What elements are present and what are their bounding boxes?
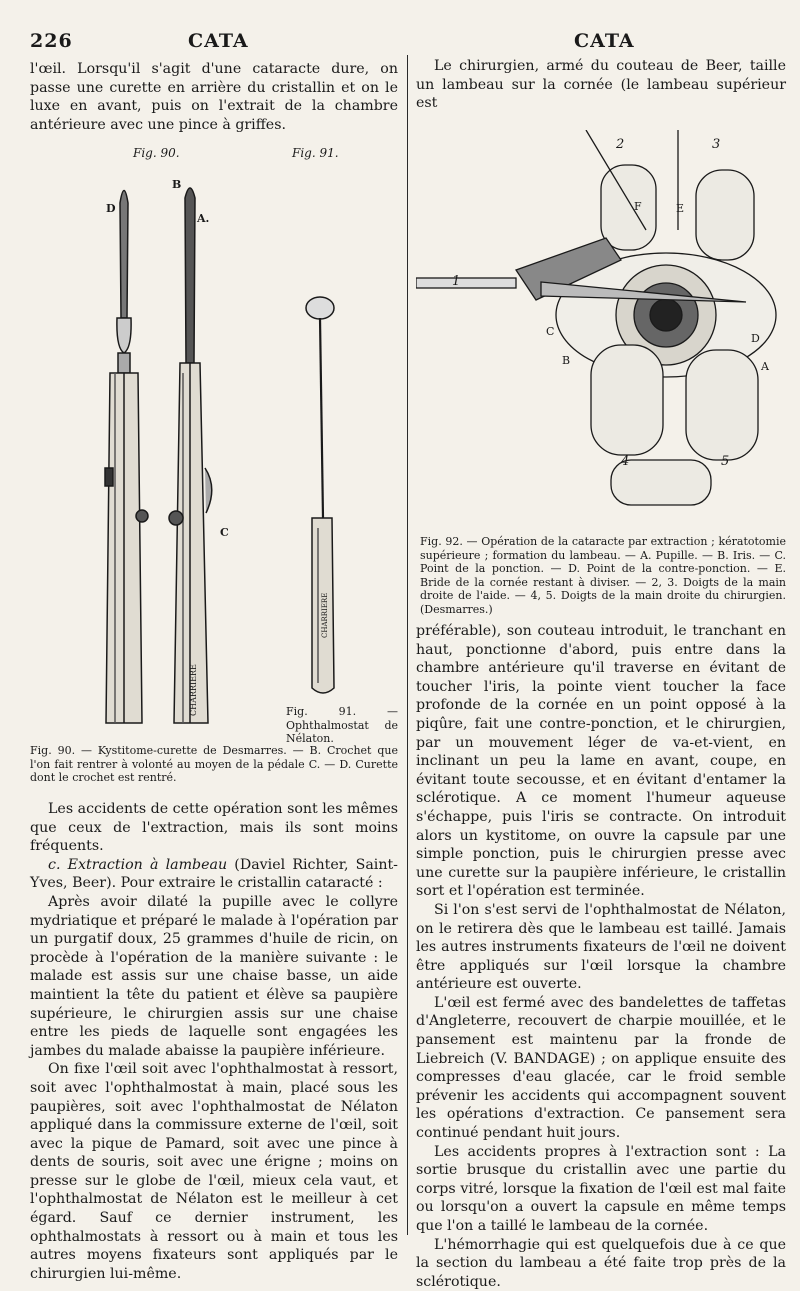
right-top-paragraph [416,57,786,113]
paragraph: Si l'on s'est servi de l'ophthalmostat de Nélaton, on le retirera dès que le lambeau est taillé. Jamais les autres instruments fixateurs de l'œil ne doivent être appliqués sur l'œil lorsque la chambre antérieure est ouverte. [416,901,786,993]
left-body-text [30,800,398,1283]
maker-stamp-1: CHARRIERE [189,664,198,716]
paragraph-text: (Daviel Richter, Saint-Yves, Beer). Pour extraire le cristallin cataracté : [30,856,398,892]
label-d: D [751,332,760,345]
eye-operation-illustration [416,130,788,530]
label-c: C [546,325,555,338]
left-top-paragraph [30,60,398,134]
paragraph: L'hémorrhagie qui est quelquefois due à ce que la section du lambeau a été faite trop près de la sclérotique. [416,1236,786,1290]
paragraph: Les accidents propres à l'extraction sont : La sortie brusque du cristallin avec une partie du corps vitré, lorsque la fixation de l'œil est mal faite ou lorsqu'on a ouvert la capsule en même temps que l'on a taillé le lambeau de la cornée. [416,1143,786,1234]
maker-stamp-2: CHARRIERE [321,592,329,638]
surgical-instruments-illustration [80,168,380,748]
fig90-label: Fig. 90. [133,146,180,160]
right-running-title: CATA [574,30,635,52]
column-divider [407,55,408,1235]
paragraph: Après avoir dilaté la pupille avec le collyre mydriatique et préparé le malade à l'opération par un purgatif doux, 25 grammes d'huile de ricin, on procède à l'opération de la manière suivante : le malade est assis sur une chaise basse, un aide maintient la tête du patient et élève sa paupière supérieure, le chirurgien assis sur une chaise entre les pieds de laquelle sont engagées les jambes du malade abaisse la paupière inférieure. [30,893,398,1059]
label-b: B [562,354,571,367]
label-a: A [761,360,769,373]
label-e: E [676,202,685,215]
paragraph: l'œil. Lorsqu'il s'agit d'une cataracte dure, on passe une curette en arrière du cristallin et on le luxe en avant, puis on l'extrait de la chambre antérieure avec une pince à griffes. [30,61,398,133]
paragraph: préférable), son couteau introduit, le tranchant en haut, ponctionne d'abord, puis entre dans la chambre antérieure qu'il traverse en évitant de toucher l'iris, la pointe vient toucher la face profonde de la cornée en un point opposé à la piqûre, fait une contre-ponction, et le chirurgien, par un mouvement léger de va-et-vient, en inclinant un peu la lame en avant, coupe, en évitant toute secousse, et en évitant d'entamer la sclérotique. A ce moment l'humeur aqueuse s'échappe, puis l'iris se contracte. On introduit alors un kystitome, on ouvre la capsule par une simple ponction, puis le chirurgien presse avec une curette sur la paupière inférieure, le cristallin sort et l'opération est terminée. [416,623,786,900]
letter-a: A. [197,212,210,225]
paragraph: Le chirurgien, armé du couteau de Beer, taille un lambeau sur la cornée (le lambeau supérieur est [416,58,786,112]
page-number: 226 [30,30,73,52]
label-2: 2 [616,137,625,152]
right-body-text [416,622,786,1291]
paragraph [30,856,398,893]
section-heading: c. Extraction à lambeau [48,856,228,873]
left-running-title: CATA [188,30,249,52]
label-4: 4 [621,454,630,469]
paragraph: Les accidents de cette opération sont les mêmes que ceux de l'extraction, mais ils sont moins fréquents. [30,801,398,855]
fig91-caption: Fig. 91. — Ophthalmostat de Nélaton. [286,705,398,746]
paragraph: On fixe l'œil soit avec l'ophthalmostat à ressort, soit avec l'ophthalmostat à main, placé sous les paupières, soit avec l'ophthalmostat de Nélaton appliqué dans la commissure externe de l'œil, soit avec la pique de Pamard, soit avec une pince à dents de souris, soit avec une érigne ; moins on presse sur le globe de l'œil, mieux cela vaut, et l'ophthalmostat de Nélaton est le meilleur à cet égard. Sauf ce dernier instrument, les ophthalmostats à ressort ou à main et tous les autres moyens fixateurs sont appliqués par le chirurgien lui-même. [30,1061,398,1282]
paragraph: L'œil est fermé avec des bandelettes de taffetas d'Angleterre, recouvert de charpie mouillée, et le pansement est maintenu par la fronde de Liebreich (V. BANDAGE) ; on applique ensuite des compresses d'eau glacée, car le froid semble prévenir les accidents qui accompagnent souvent les opérations d'extraction. Ce pansement sera continué pendant huit jours. [416,994,786,1142]
letter-b: B [172,178,182,191]
fig92-caption: Fig. 92. — Opération de la cataracte par extraction ; kératotomie supérieure ; formation du lambeau. — A. Pupille. — B. Iris. — C. Point de la ponction. — D. Point de la contre-ponction. — E. Bride de la cornée restant à diviser. — 2, 3. Doigts de la main droite de l'aide. — 4, 5. Doigts de la main droite du chirurgien. (Desmarres.) [420,535,786,616]
label-f: F [634,200,642,213]
letter-d: D [106,202,116,215]
kystitome-curette-drawing [105,188,334,723]
label-3: 3 [712,137,721,152]
label-1: 1 [452,274,461,289]
fig90-caption: Fig. 90. — Kystitome-curette de Desmarres. — B. Crochet que l'on fait rentrer à volonté au moyen de la pédale C. — D. Curette dont le crochet est rentré. [30,744,398,785]
label-5: 5 [721,454,730,469]
fig91-label: Fig. 91. [292,146,339,160]
letter-c: C [220,526,229,539]
